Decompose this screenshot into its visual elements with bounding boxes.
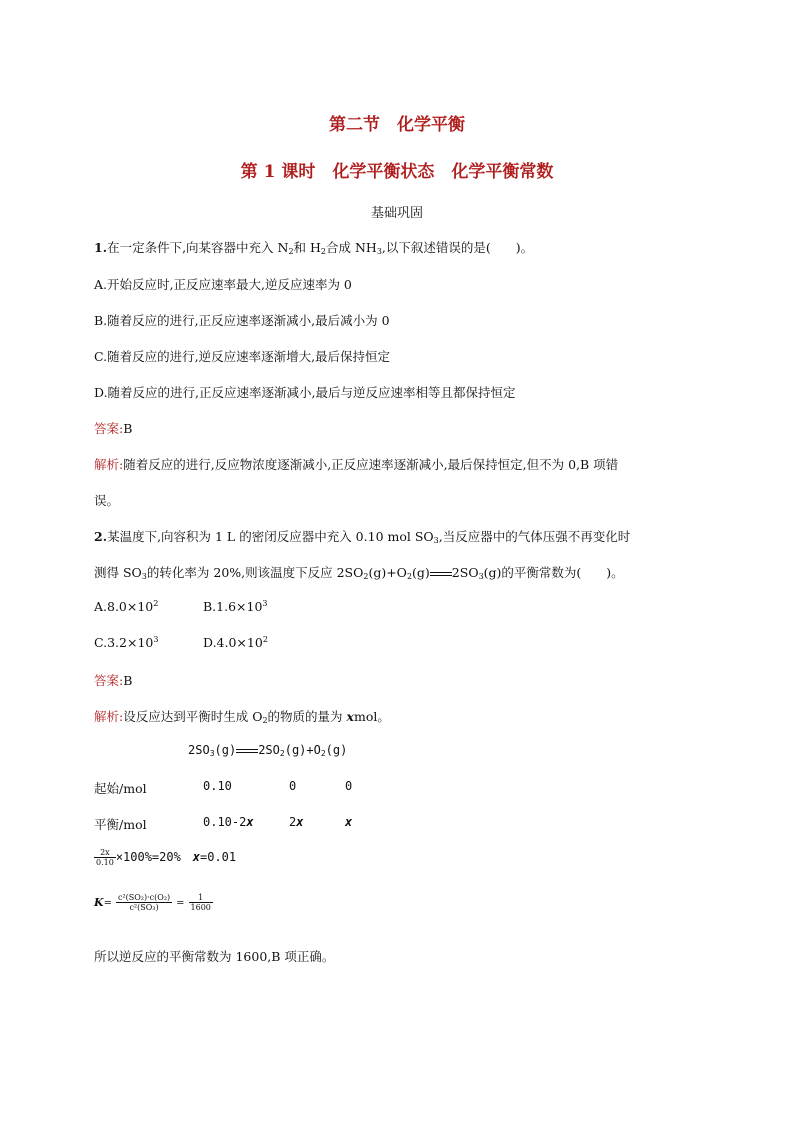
option-a: A.开始反应时,正反应速率最大,逆反应速率为 0 [94,277,352,292]
answer-line [94,671,132,689]
question-number: 1. [94,240,108,255]
initial-so2: 0 [289,779,297,793]
initial-o2: 0 [345,779,353,793]
question-2-stem-2: 测得 $SO_3$的转化率为 20%,则该温度下反应 $2SO_2(g)+O_2(g)$ $2SO_3(g)$的平衡常数为( )。 [94,565,624,581]
conversion-calculation: $\frac{2x}{0.10}$ ×100%=20% x=0.01 [96,848,237,867]
option-b: B.随着反应的进行,正反应速率逐渐减小,最后减小为 0 [94,313,390,328]
analysis-line-2: 误。 [94,493,120,508]
question-1-stem: 1.在一定条件下,向某容器中充入 $N_2$和 $H_2$合成 $NH_3$,以下叙述错误的是( )。 [94,240,534,256]
option-c: C.随着反应的进行,逆反应速率逐渐增大,最后保持恒定 [94,349,391,364]
subsection-heading: 基础巩固 [370,206,423,221]
analysis-label: 解析: [94,457,124,472]
k-value-fraction: $\frac{1}{1600}$ [190,893,211,912]
option-c: $C.3.2\times 10^3$ [94,635,159,650]
equilibrium-arrow-icon [430,571,452,577]
conclusion: 所以逆反应的平衡常数为 1600,B 项正确。 [94,949,335,964]
lesson-title: 第 1 课时 化学平衡状态 化学平衡常数 [240,162,554,182]
fraction: $\frac{2x}{0.10}$ [96,848,114,867]
reaction-equation: $2SO_3(g)$ $2SO_2(g)+O_2(g)$ [188,743,348,758]
answer-label: 答案: [94,421,124,436]
option-d: $D.4.0\times 10^2$ [203,635,268,650]
answer-label: 答案: [94,673,124,688]
option-d: D.随着反应的进行,正反应速率逐渐减小,最后与逆反应速率相等且都保持恒定 [94,385,516,400]
section-title: 第二节 化学平衡 [329,115,465,135]
equilibrium-constant-formula: K= $\frac{\text{c²(SO₂)·c(O₂)}}{\text{c²(SO₃)}}$ = $\frac{1}{1600}$ [94,893,211,912]
analysis-label: 解析: [94,709,124,724]
equilibrium-row-label: 平衡/mol [94,817,147,832]
option-a: $A.8.0\times 10^2$ [94,599,159,614]
initial-row-label: 起始/mol [94,781,147,796]
initial-so3: 0.10 [203,779,232,793]
analysis-line: 解析:设反应达到平衡时生成 $O_2$的物质的量为 xmol。 [94,709,390,725]
answer-line [94,419,132,437]
answer-value: B [123,673,133,688]
equilibrium-so3: 0.10-2x [203,815,254,829]
analysis-line-1: 解析:随着反应的进行,反应物浓度逐渐减小,正反应速率逐渐减小,最后保持恒定,但不为 0,B 项错 [94,457,619,472]
equilibrium-arrow-icon [236,748,258,754]
answer-value: B [123,421,133,436]
equilibrium-o2: x [345,815,353,829]
option-b: $B.1.6\times 10^3$ [203,599,268,614]
equilibrium-so2: 2x [289,815,304,829]
question-number: 2. [94,529,108,544]
question-2-stem-1: 2.某温度下,向容积为 1 L 的密闭反应器中充入 0.10 mol $SO_3$,当反应器中的气体压强不再变化时 [94,529,631,545]
k-fraction: $\frac{\text{c²(SO₂)·c(O₂)}}{\text{c²(SO₃)}}$ [117,893,171,912]
